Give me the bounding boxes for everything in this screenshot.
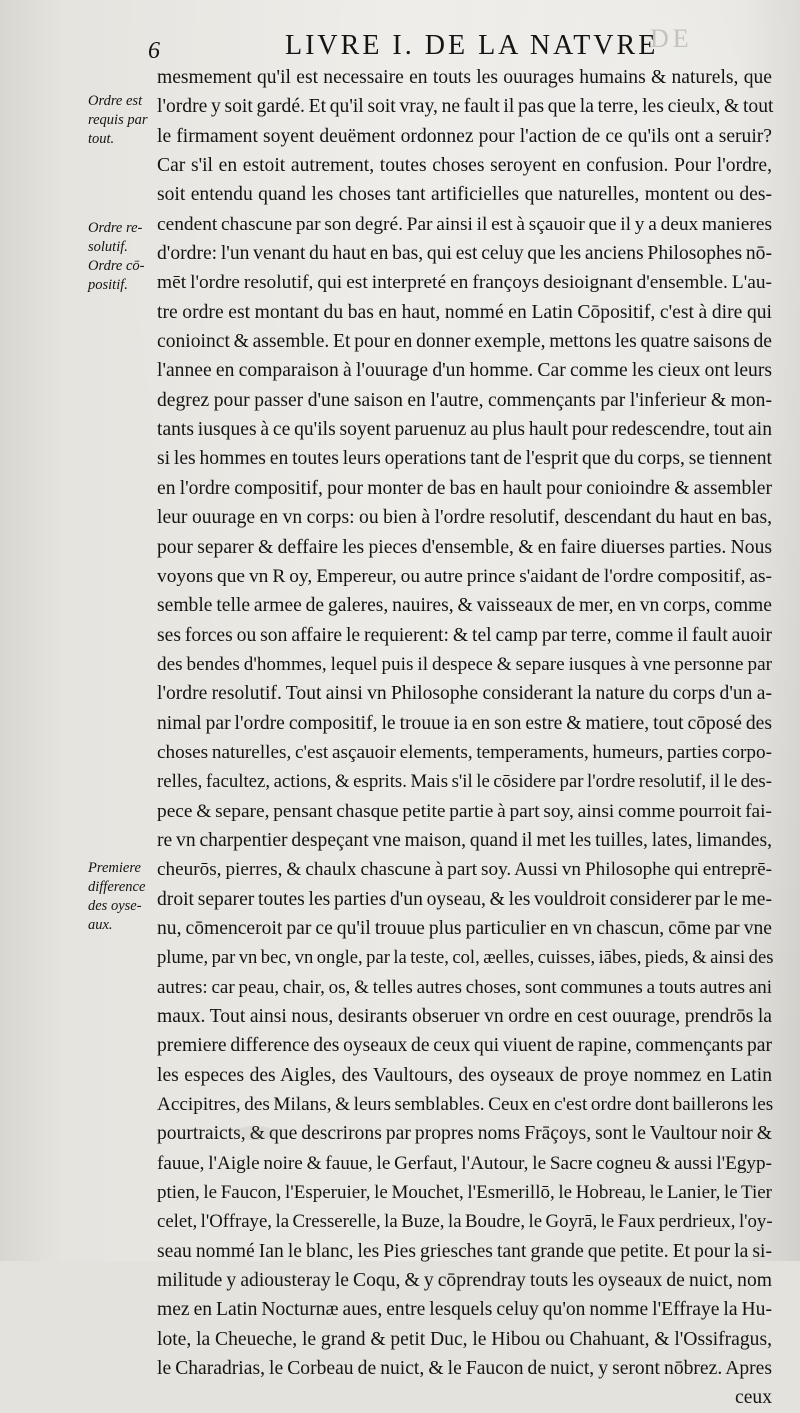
margin-note-premiere-difference [88,859,154,935]
text-line: conioinct & assemble. Et pour en donner exemple, mettons les quatre saisons de [157,331,772,353]
text-line: ses forces ou son affaire le requierent: & tel camp par terre, comme il fault auoir [157,624,772,646]
text-line: leur ouurage en vn corps: ou bien à l'ordre resolutif, descendant du haut en bas, [157,507,772,529]
text-line: semble telle armee de galeres, nauires, & vaisseaux de mer, en vn corps, comme [157,595,772,617]
text-line: voyons que vn R oy, Empereur, ou autre prince s'aidant de l'ordre compositif, as- [157,565,772,587]
text-line: Car s'il en estoit autrement, toutes choses seroyent en confusion. Pour l'ordre, [157,155,772,177]
text-line: maux. Tout ainsi nous, desirants obseruer vn ordre en cest ouurage, prendrōs la [157,1006,772,1027]
text-line: cheurōs, pierres, & chaulx chascune à part soy. Aussi vn Philosophe qui entreprē- [157,859,772,881]
margin-note-line: solutif. [88,239,128,255]
text-line: lote, la Cheueche, le grand & petit Duc, le Hibou ou Chahuant, & l'Ossifragus, [157,1328,772,1350]
text-line: mēt l'ordre resolutif, qui est interpreté en françoys desioignant d'ensemble. L'au- [157,272,772,294]
text-line: pece & separe, pensant chasque petite partie à part soy, ainsi comme pourroit fai- [157,800,772,822]
text-line: mez en Latin Nocturnæ aues, entre lesquels celuy qu'on nomme l'Effraye la Hu- [157,1299,772,1321]
margin-note-ordre-resolutif [88,219,154,295]
margin-note-line: tout. [88,131,115,147]
text-line: l'annee en comparaison à l'ouurage d'un homme. Car comme les cieux ont leurs [157,360,772,382]
margin-note-line: des oyse- [88,898,142,914]
text-line: si les hommes en toutes leurs operations tant de l'esprit que du corps, se tiennent [157,448,772,470]
text-line: degrez pour passer d'une saison en l'autre, commençants par l'inferieur & mon- [157,389,772,411]
text-line: l'ordre y soit gardé. Et qu'il soit vray, ne fault il pas que la terre, les cieulx, & tout [157,96,774,118]
page-number: 6 [148,38,160,64]
text-line: pour separer & deffaire les pieces d'ensemble, & en faire diuerses parties. Nous [157,536,772,558]
text-line: l'ordre resolutif. Tout ainsi vn Philosophe considerant la nature du corps d'un a- [157,683,772,705]
body-text [157,63,772,1413]
text-line: re vn charpentier despeçant vne maison, quand il met les tuilles, lates, limandes, [157,829,772,851]
text-line: des bendes d'hommes, lequel puis il despece & separe iusques à vne personne par [157,653,772,675]
text-line: ptien, le Faucon, l'Esperuier, le Mouchet, l'Esmerillō, le Hobreau, le Lanier, le Tier [157,1182,772,1204]
text-line: cendent chascune par son degré. Par ainsi il est à sçauoir que il y a deux manieres [157,213,772,235]
margin-note-line: Ordre est [88,93,143,109]
catchword: ceux [735,1387,772,1409]
text-line: autres: car peau, chair, os, & telles autres choses, sont communes a touts autres ani [157,976,772,998]
text-line: nimal par l'ordre compositif, le trouue ia en son estre & matiere, tout cōposé des [157,712,772,734]
text-line: fauue, l'Aigle noire & fauue, le Gerfaut, l'Autour, le Sacre cogneu & aussi l'Egyp- [157,1152,772,1174]
text-line: le Charadrias, le Corbeau de nuict, & le Faucon de nuict, y seront nōbrez. Apres [157,1358,772,1380]
text-line: droit separer toutes les parties d'un oyseau, & les vouldroit considerer par le me- [157,888,772,910]
text-line: le firmament soyent deuëment ordonnez pour l'action de ce qu'ils ont a seruir? [157,125,772,147]
text-line: relles, facultez, actions, & esprits. Mais s'il le cōsidere par l'ordre resolutif, il le des- [157,771,772,793]
text-line: celet, l'Offraye, la Cresserelle, la Buze, la Boudre, le Goyrā, le Faux perdrieux, l'oy- [157,1211,773,1233]
text-line: militude y adiousteray le Coqu, & y cōprendray touts les oyseaux de nuict, nom [157,1270,772,1292]
margin-note-line: Premiere [88,860,141,876]
margin-note-line: requis par [88,112,148,128]
bleed-through-text: DE [650,24,693,53]
text-line: seau nommé Ian le blanc, les Pies griesches tant grande que petite. Et pour la si- [157,1240,772,1262]
text-line: nu, cōmenceroit par ce qu'il trouue plus particulier en vn chascun, cōme par vne [157,917,772,939]
margin-note-line: difference [88,879,146,895]
margin-note-line: Ordre re- [88,220,143,236]
text-line: tre ordre est montant du bas en haut, nommé en Latin Cōpositif, c'est à dire qui [157,301,772,323]
text-line: choses naturelles, c'est asçauoir elements, temperaments, humeurs, parties corpo- [157,741,772,763]
text-line: pourtraicts, & que descrirons par propres noms Frāçoys, sont le Vaultour noir & [157,1123,772,1145]
text-line: tants iusques à ce qu'ils soyent paruenuz au plus hault pour redescendre, tout ain [157,419,772,441]
text-line: mesmement qu'il est necessaire en touts les ouurages humains & naturels, que [157,67,772,88]
margin-note-line: Ordre cō- [88,258,145,274]
running-head: LIVRE I. DE LA NATVRE [285,30,659,61]
text-line: plume, par vn bec, vn ongle, par la teste, col, æelles, cuisses, iābes, pieds, & ainsi des [157,947,774,969]
text-line: Accipitres, des Milans, & leurs semblables. Ceux en c'est ordre dont baillerons les [157,1094,774,1116]
text-line: les especes des Aigles, des Vaultours, des oyseaux de proye nommez en Latin [157,1064,772,1086]
text-line: premiere difference des oyseaux de ceux qui viuent de rapine, commençants par [157,1035,772,1057]
margin-note-line: positif. [88,277,128,293]
text-line: d'ordre: l'un venant du haut en bas, qui est celuy que les anciens Philosophes nō- [157,243,772,265]
ink-smudge [235,1126,275,1140]
margin-note-ordre-requis [88,92,154,149]
margin-note-line: aux. [88,917,113,933]
text-line: en l'ordre compositif, pour monter de bas en hault pour conioindre & assembler [157,477,772,499]
text-line: soit entendu quand les choses tant artificielles que naturelles, montent ou des- [157,184,772,206]
